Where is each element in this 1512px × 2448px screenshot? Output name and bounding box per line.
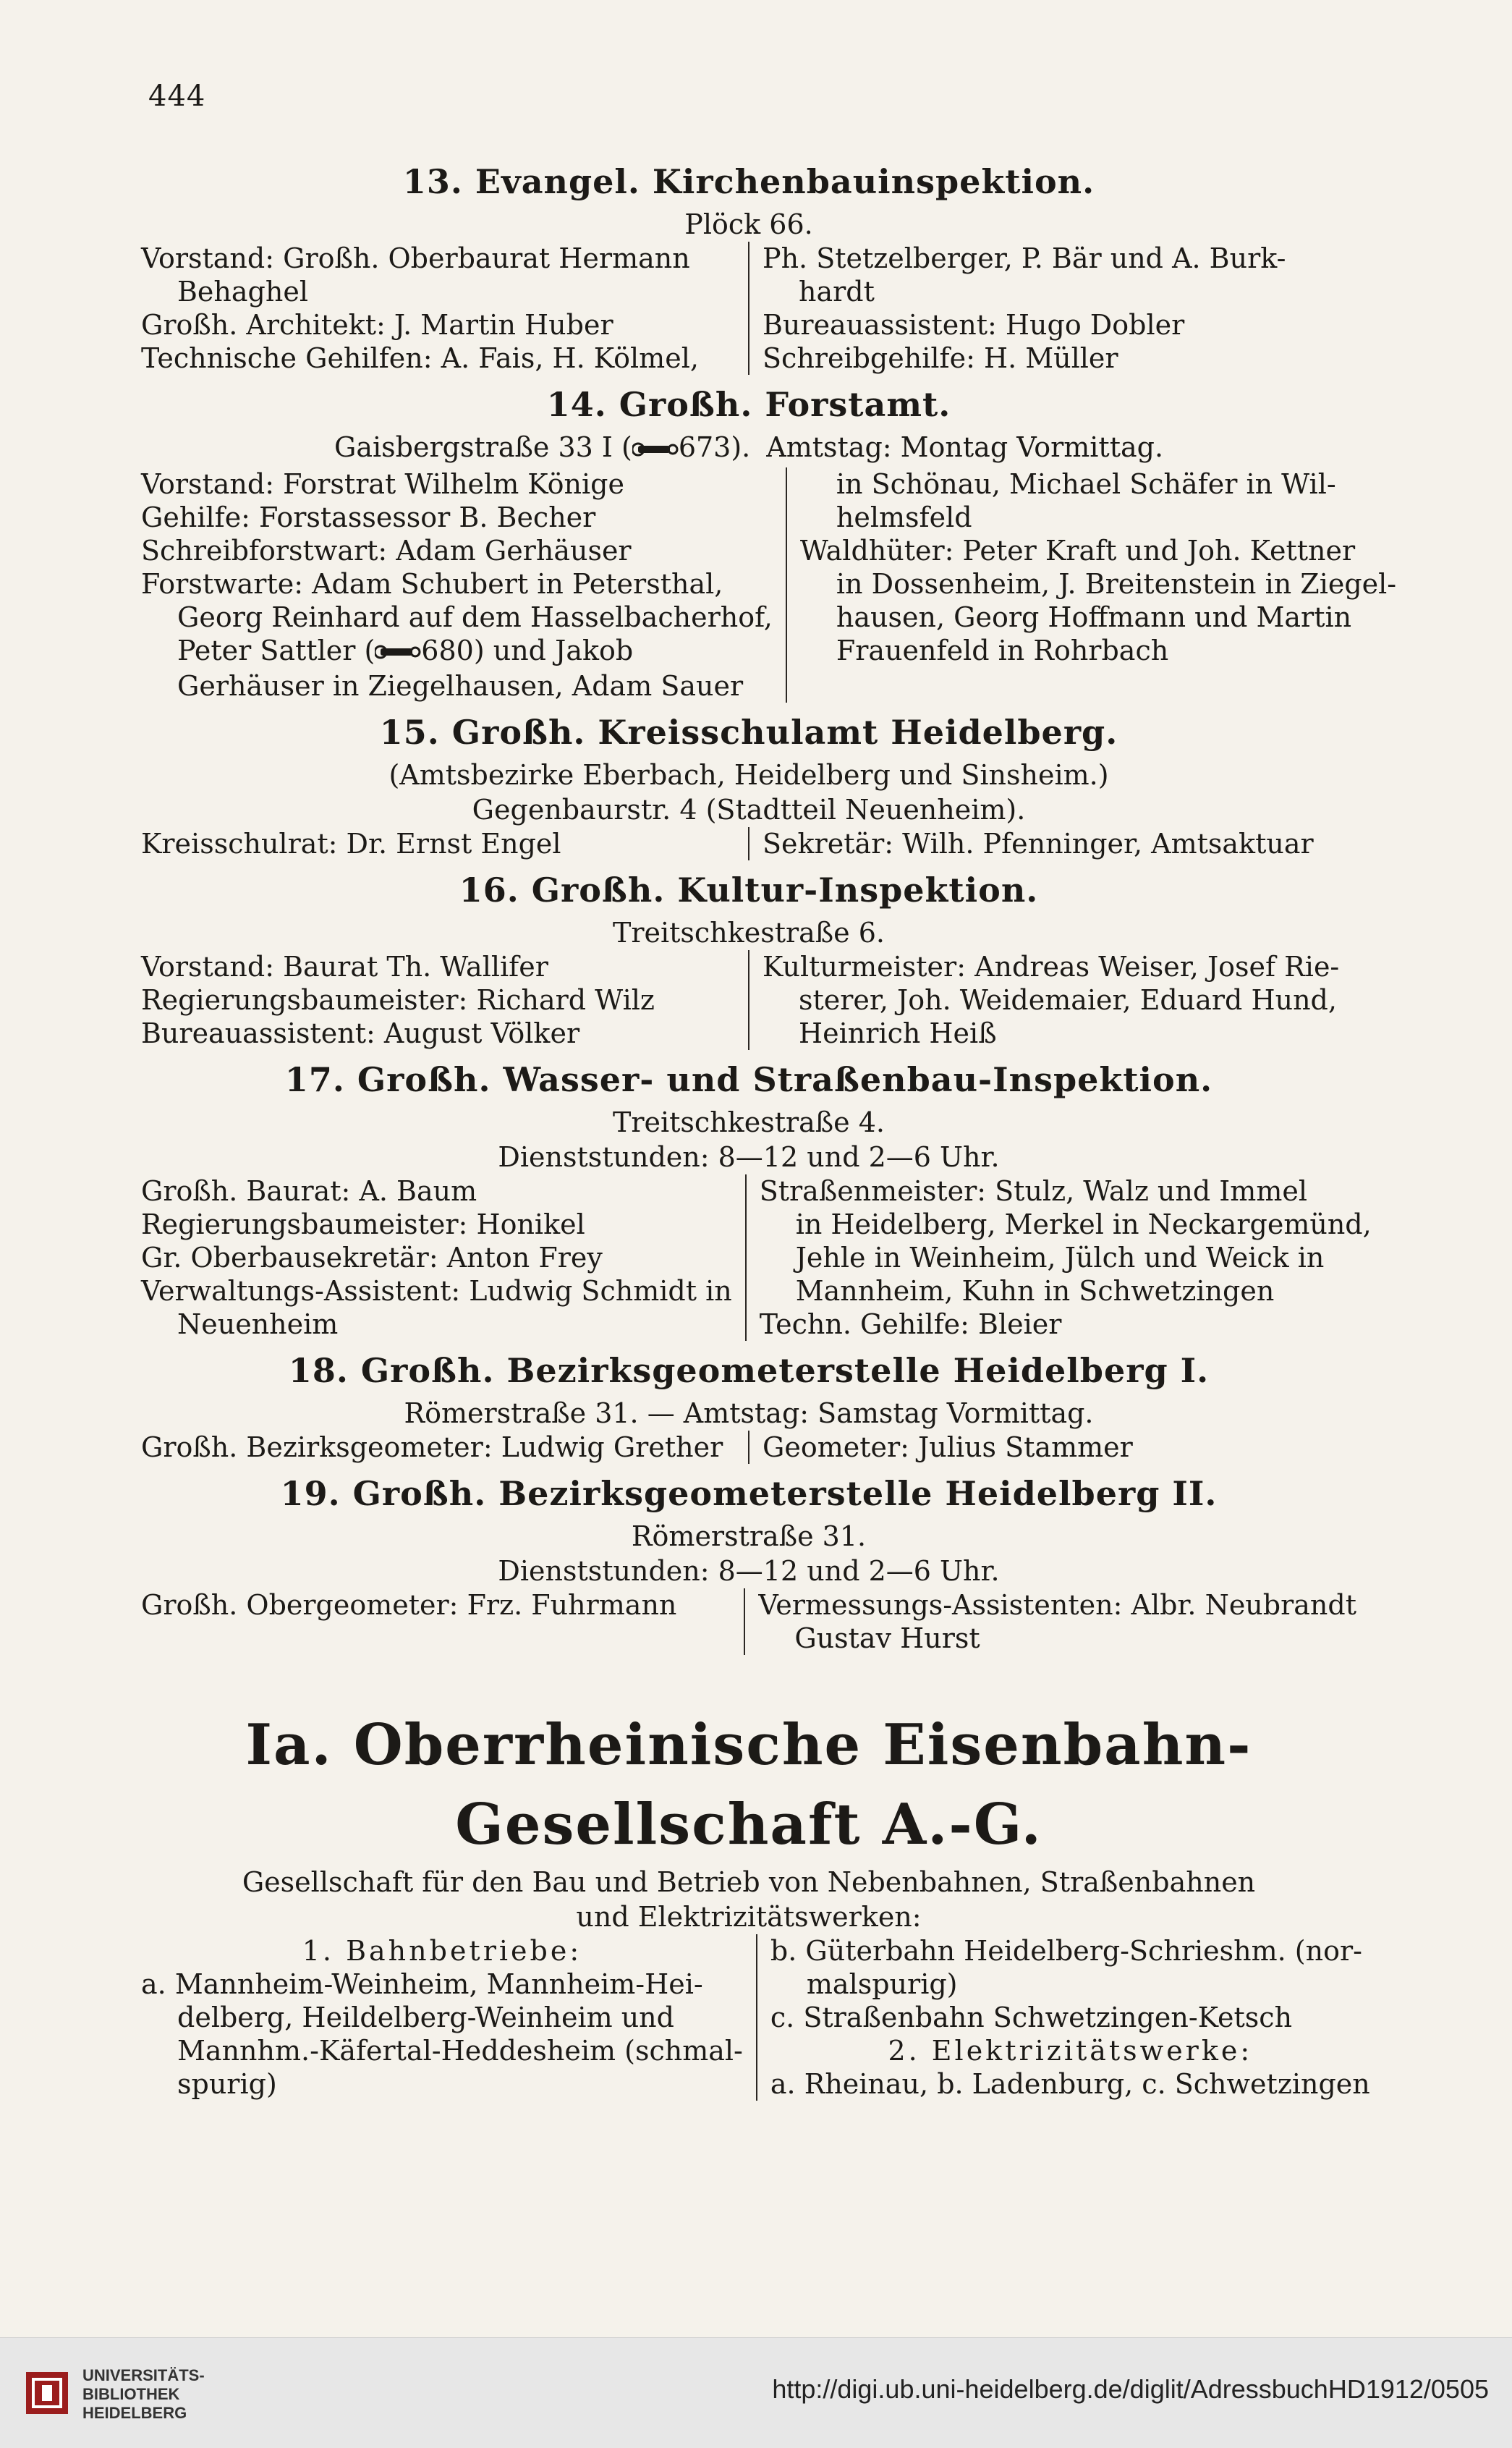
text-line: helmsfeld [836,501,972,533]
text-line: Mannhm.-Käfertal-Heddesheim (schmal- [177,2035,743,2067]
text-line: Behaghel [177,276,308,308]
section-1a-right [757,1934,1370,2101]
source-url-link[interactable]: http://digi.ub.uni-heidelberg.de/diglit/AdressbuchHD1912/0505 [772,2374,1489,2404]
text-line: 1. Bahnbetriebe: [302,1935,582,1967]
text-line: a. Rheinau, b. Ladenburg, c. Schwetzingen [770,2068,1370,2100]
text-line: Georg Reinhard auf dem Hasselbacherhof, [177,601,773,633]
library-logo-icon [22,2368,72,2421]
text-line: Geometer: Julius Stammer [763,1431,1133,1463]
section-13-right [749,242,1356,375]
text-line: Neuenheim [177,1308,339,1340]
text-line: Gerhäuser in Ziegelhausen, Adam Sauer [177,670,744,702]
text-line: hardt [799,276,875,308]
address-text: 673). [678,431,751,463]
text-line: Bureauassistent: Hugo Dobler [763,309,1185,341]
text-line: Großh. Obergeometer: Frz. Fuhrmann [141,1589,677,1621]
text-line: sterer, Joh. Weidemaier, Eduard Hund, [799,984,1337,1016]
text-line: in Dossenheim, J. Breitenstein in Ziegel- [836,567,1397,600]
section-16-columns [141,950,1356,1050]
text-line: Technische Gehilfen: A. Fais, H. Kölmel, [141,342,699,374]
section-19-left [141,1588,745,1655]
section-16-right [749,950,1356,1050]
text-line: Vorstand: Forstrat Wilhelm Könige [141,467,624,500]
section-15-title: 15. Großh. Kreisschulamt Heidelberg. [379,713,1118,752]
text-line: a. Mannheim-Weinheim, Mannheim-Hei- [141,1968,703,2000]
section-17-right [747,1174,1372,1341]
text-line: Gustav Hurst [794,1622,980,1654]
section-18-left [141,1431,749,1464]
text-line: Gehilfe: Forstassessor B. Becher [141,501,596,533]
text-line: Regierungsbaumeister: Richard Wilz [141,984,655,1016]
text-line: in Heidelberg, Merkel in Neckargemünd, [795,1208,1372,1240]
text-line: Jehle in Weinheim, Jülch und Weick in [795,1242,1325,1274]
text-fragment: 680) und Jakob [421,634,634,666]
text-line: in Schönau, Michael Schäfer in Wil- [836,467,1336,500]
section-15 [141,707,1356,860]
section-1a-subtitle-1: Gesellschaft für den Bau und Betrieb von Nebenbahnen, Straßenbahnen [242,1866,1256,1898]
library-name-line: HEIDELBERG [82,2403,187,2422]
library-name-line: UNIVERSITÄTS- [82,2366,205,2384]
section-13-left [141,242,749,375]
text-line: Vermessungs-Assistenten: Albr. Neubrandt [758,1589,1356,1621]
text-line [141,634,773,670]
library-name [82,2366,205,2423]
section-14-address-row [141,430,1356,467]
section-13-address: Plöck 66. [684,208,813,240]
text-line: Straßenmeister: Stulz, Walz und Immel [759,1175,1307,1207]
section-14-title: 14. Großh. Forstamt. [546,385,951,424]
text-line: Ph. Stetzelberger, P. Bär und A. Burk- [763,242,1286,274]
section-14-right [787,467,1396,703]
section-15-line1: (Amtsbezirke Eberbach, Heidelberg und Sinsheim.) [388,759,1109,791]
text-line: Großh. Baurat: A. Baum [141,1175,477,1207]
telephone-icon [632,433,679,467]
section-1a-columns [141,1934,1370,2101]
text-line: Forstwarte: Adam Schubert in Petersthal, [141,567,723,600]
text-line: Heinrich Heiß [799,1017,997,1049]
text-line: delberg, Heildelberg-Weinheim und [177,2002,674,2033]
section-17-columns [141,1174,1372,1341]
section-19-address: Römerstraße 31. [631,1520,867,1552]
text-line: Techn. Gehilfe: Bleier [759,1308,1062,1340]
section-1a-left [141,1934,757,2101]
section-13 [141,156,1356,375]
section-16-left [141,950,749,1050]
library-name-line: BIBLIOTHEK [82,2384,180,2403]
section-1a-subtitle-2: und Elektrizitätswerken: [576,1901,922,1933]
section-16-title: 16. Großh. Kultur-Inspektion. [459,871,1039,910]
section-18-address: Römerstraße 31. — Amtstag: Samstag Vormittag. [404,1397,1094,1429]
page-content [141,152,1397,2101]
section-15-line2: Gegenbaurstr. 4 (Stadtteil Neuenheim). [472,794,1026,826]
text-line: Bureauassistent: August Völker [141,1017,580,1049]
text-line: 2. Elektrizitätswerke: [888,2035,1253,2067]
viewer-footer [0,2337,1512,2448]
text-line: Kreisschulrat: Dr. Ernst Engel [141,828,561,860]
page-number: 444 [148,80,206,113]
section-17-left [141,1174,747,1341]
section-19-right [745,1588,1356,1655]
text-line: Schreibgehilfe: H. Müller [763,342,1118,374]
text-line: Mannheim, Kuhn in Schwetzingen [795,1275,1275,1307]
text-line: Regierungsbaumeister: Honikel [141,1208,585,1240]
text-line: Waldhüter: Peter Kraft und Joh. Kettner [799,534,1356,567]
section-14 [141,379,1397,703]
text-line: Großh. Bezirksgeometer: Ludwig Grether [141,1431,723,1463]
text-line: malspurig) [806,1968,958,2000]
section-15-right [749,827,1356,860]
section-13-title: 13. Evangel. Kirchenbauinspektion. [402,162,1095,201]
text-line: Gr. Oberbausekretär: Anton Frey [141,1242,603,1274]
section-19-title: 19. Großh. Bezirksgeometerstelle Heidelberg II. [280,1474,1218,1513]
section-15-left [141,827,749,860]
section-1a-title: Ia. Oberrheinische Eisenbahn-Gesellschaft A.-G. [245,1712,1252,1858]
section-17-hours: Dienststunden: 8—12 und 2—6 Uhr. [498,1141,1000,1173]
library-logo[interactable] [22,2360,205,2428]
section-19 [141,1468,1356,1655]
section-16 [141,865,1356,1050]
section-16-address: Treitschkestraße 6. [613,917,885,949]
telephone-icon [375,636,421,669]
text-line: Großh. Architekt: J. Martin Huber [141,309,613,341]
text-line: Vorstand: Großh. Oberbaurat Hermann [141,242,690,274]
text-line: Sekretär: Wilh. Pfenninger, Amtsaktuar [763,828,1314,860]
text-line: c. Straßenbahn Schwetzingen-Ketsch [770,2002,1293,2033]
section-17-address: Treitschkestraße 4. [613,1106,885,1138]
text-line: Verwaltungs-Assistent: Ludwig Schmidt in [141,1275,732,1307]
text-line: spurig) [177,2068,277,2100]
text-line: hausen, Georg Hoffmann und Martin [836,601,1352,633]
section-14-address [334,430,750,467]
section-18 [141,1345,1356,1464]
section-17 [141,1054,1372,1341]
text-line: Frauenfeld in Rohrbach [836,634,1169,666]
section-15-columns [141,827,1356,860]
text-fragment: Peter Sattler ( [177,634,375,666]
section-19-hours: Dienststunden: 8—12 und 2—6 Uhr. [498,1555,1000,1587]
section-18-title: 18. Großh. Bezirksgeometerstelle Heidelberg I. [288,1351,1210,1390]
section-18-right [749,1431,1356,1464]
text-line: Kulturmeister: Andreas Weiser, Josef Rie- [763,951,1340,983]
section-14-columns [141,467,1397,703]
section-1a [141,1706,1370,2101]
section-19-columns [141,1588,1356,1655]
section-14-amtstag: Amtstag: Montag Vormittag. [766,431,1164,463]
text-line: Vorstand: Baurat Th. Wallifer [141,951,548,983]
text-line: Schreibforstwart: Adam Gerhäuser [141,534,632,567]
section-17-title: 17. Großh. Wasser- und Straßenbau-Inspektion. [284,1060,1213,1099]
address-text: Gaisbergstraße 33 I ( [334,431,632,463]
section-14-left [141,467,787,703]
section-18-columns [141,1431,1356,1464]
text-line: b. Güterbahn Heidelberg-Schrieshm. (nor- [770,1935,1362,1967]
section-13-columns [141,242,1356,375]
